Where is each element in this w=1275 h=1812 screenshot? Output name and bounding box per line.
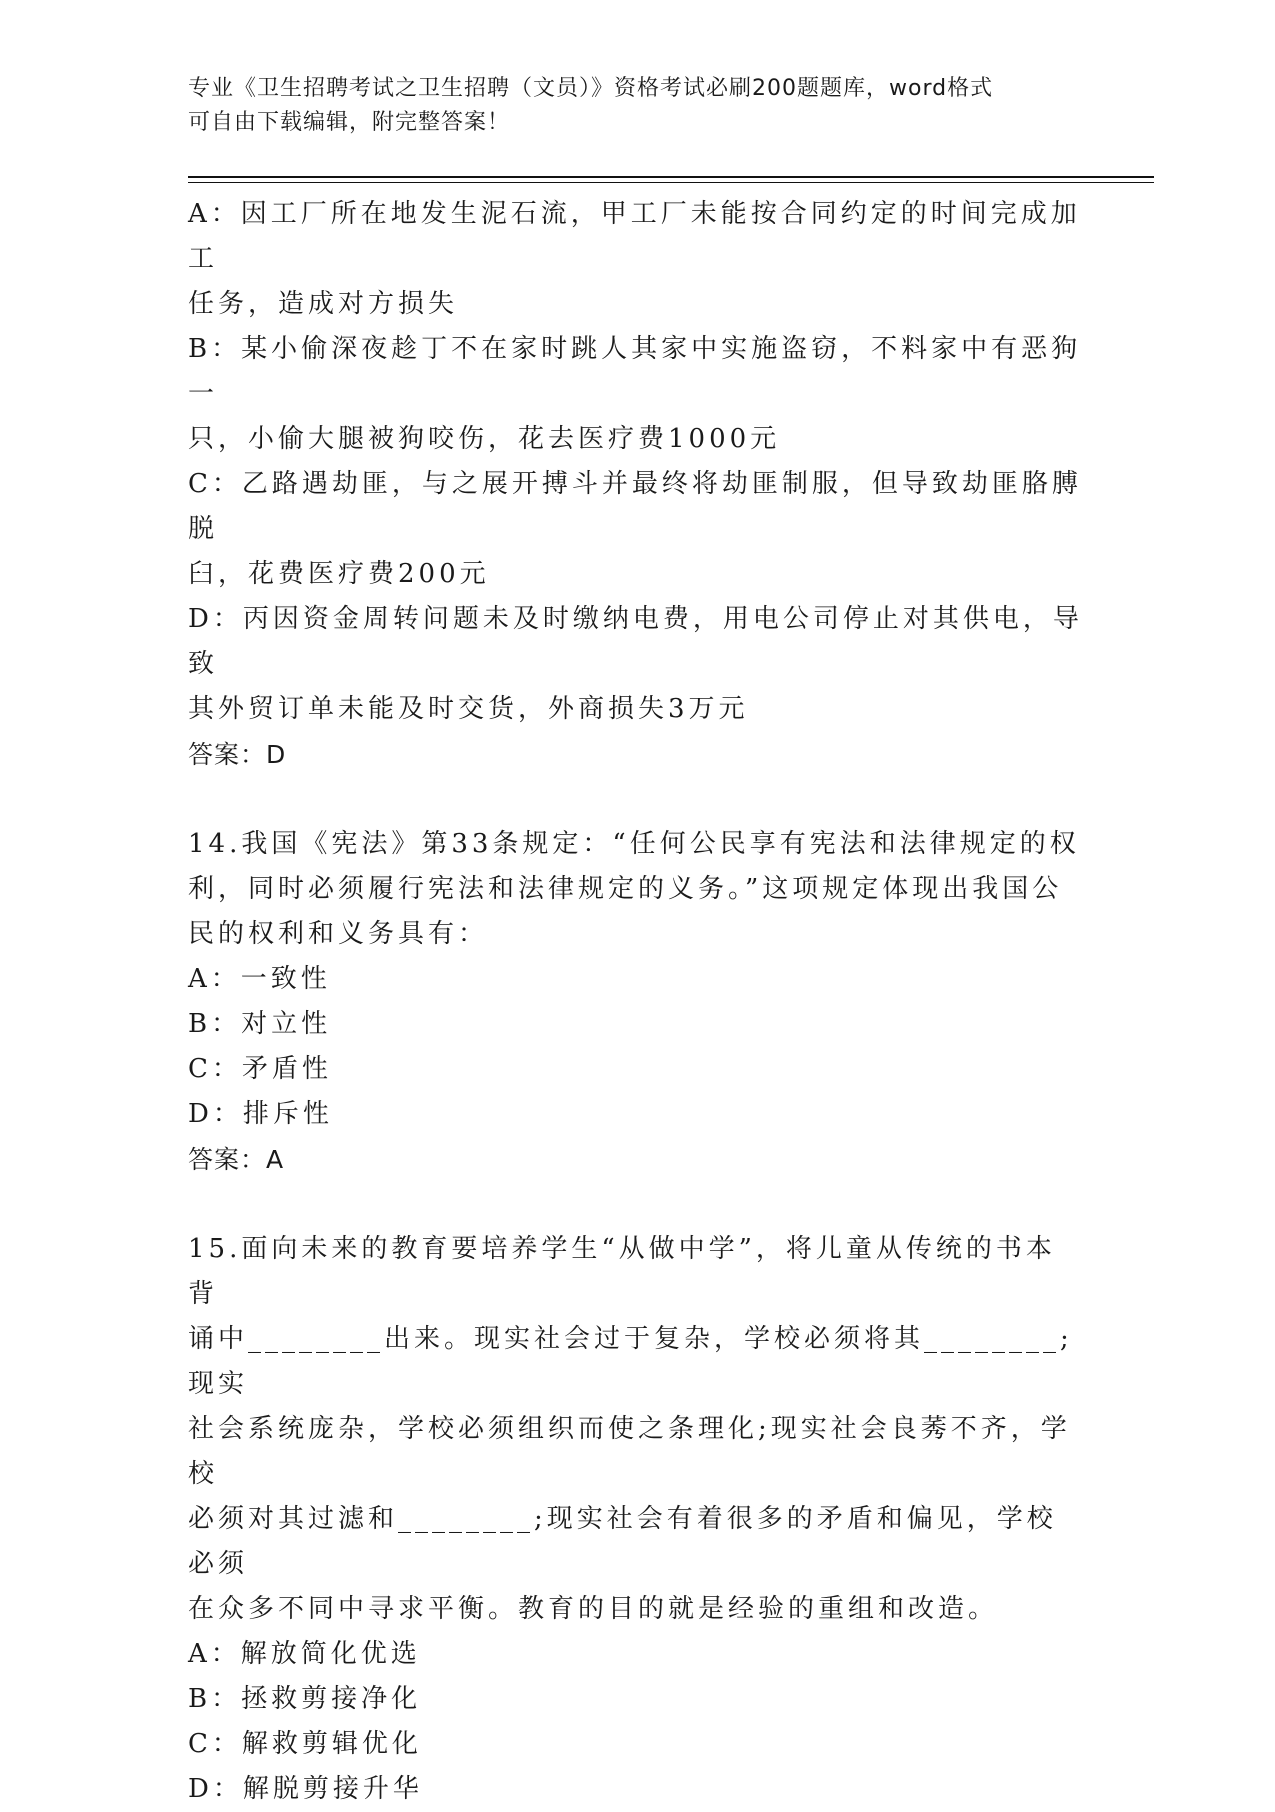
question-14-stem-line-2: 利，同时必须履行宪法和法律规定的义务。”这项规定体现出我国公 [188,874,1063,904]
question-14 [188,822,1083,1182]
answer-13: 答案：D [188,740,287,769]
question-15-stem-line-3: 社会系统庞杂，学校必须组织而使之条理化;现实社会良莠不齐，学校 [188,1414,1071,1489]
option-a-line-2: 任务，造成对方损失 [188,289,459,319]
answer-14: 答案：A [188,1145,285,1174]
header-line-2: 可自由下载编辑，附完整答案！ [188,110,511,135]
option-d-line-1: D：丙因资金周转问题未及时缴纳电费，用电公司停止对其供电，导致 [188,604,1083,679]
option-b-line-1: B：某小偷深夜趁丁不在家时跳人其家中实施盗窃，不料家中有恶狗一 [188,334,1082,409]
option-a: A：一致性 [188,964,331,994]
option-b: B：拯救剪接净化 [188,1684,422,1714]
option-d: D：解脱剪接升华 [188,1774,423,1804]
header-divider-thick [188,176,1154,178]
question-15-stem-line-2: 诵中________出来。现实社会过于复杂，学校必须将其________;现实 [188,1324,1073,1399]
question-15-stem-line-4: 必须对其过滤和________;现实社会有着很多的矛盾和偏见，学校必须 [188,1504,1057,1579]
option-c-line-2: 臼，花费医疗费200元 [188,559,490,589]
header-divider-thin [188,182,1154,183]
header-line-1: 专业《卫生招聘考试之卫生招聘（文员）》资格考试必刷200题题库，word格式 [188,76,994,101]
question-content [188,192,1083,1812]
option-b-line-2: 只，小偷大腿被狗咬伤，花去医疗费1000元 [188,424,781,454]
spacer [188,777,1083,822]
question-15 [188,1227,1083,1812]
option-d: D：排斥性 [188,1099,333,1129]
spacer [188,1182,1083,1227]
option-a: A：解放简化优选 [188,1639,421,1669]
option-d-line-2: 其外贸订单未能及时交货，外商损失3万元 [188,694,749,724]
question-15-stem-line-1: 15.面向未来的教育要培养学生“从做中学”，将儿童从传统的书本背 [188,1234,1056,1309]
option-a-line-1: A：因工厂所在地发生泥石流，甲工厂未能按合同约定的时间完成加工 [188,199,1081,274]
question-15-stem-line-5: 在众多不同中寻求平衡。教育的目的就是经验的重组和改造。 [188,1594,999,1624]
option-c: C：矛盾性 [188,1054,332,1084]
option-c: C：解救剪辑优化 [188,1729,422,1759]
question-14-stem-line-3: 民的权利和义务具有： [188,919,489,949]
document-header [188,72,1068,140]
question-14-stem-line-1: 14.我国《宪法》第33条规定：“任何公民享有宪法和法律规定的权 [188,829,1080,859]
option-c-line-1: C：乙路遇劫匪，与之展开搏斗并最终将劫匪制服，但导致劫匪胳膊脱 [188,469,1082,544]
question-13-options [188,192,1083,777]
option-b: B：对立性 [188,1009,332,1039]
